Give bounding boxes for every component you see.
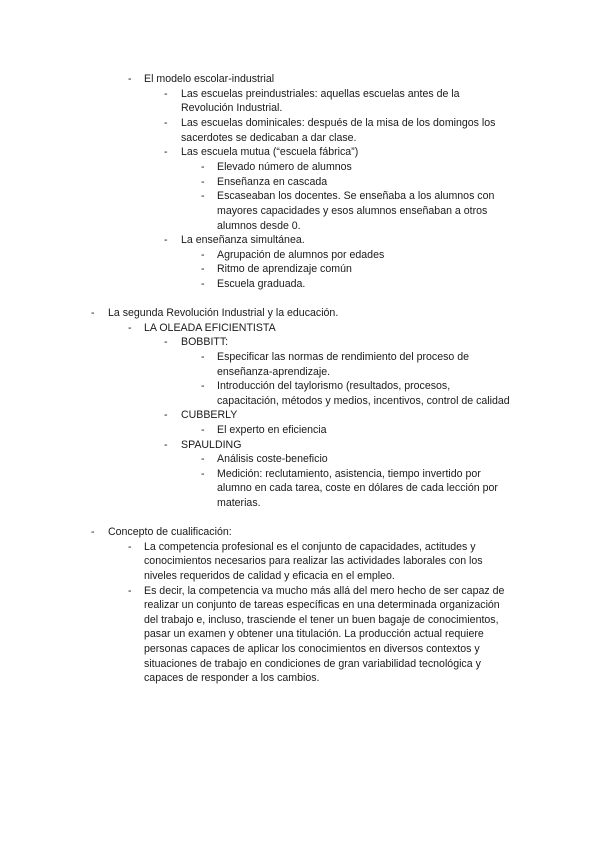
- bullet-dash: -: [201, 278, 205, 290]
- s3-p1-line2: conocimientos necesarios para realizar las actividades laborales con los: [144, 555, 483, 567]
- s2-title: La segunda Revolución Industrial y la educación.: [108, 307, 339, 319]
- s1-item4-b: Ritmo de aprendizaje común: [217, 263, 352, 275]
- s2-bobbitt-a-line2: enseñanza-aprendizaje.: [217, 366, 331, 378]
- bullet-dash: -: [164, 234, 168, 246]
- s1-item3-a: Elevado número de alumnos: [217, 161, 352, 173]
- s3-title: Concepto de cualificación:: [108, 526, 232, 538]
- s2-spaulding-b-line1: Medición: reclutamiento, asistencia, tiempo invertido por: [217, 468, 481, 480]
- bullet-dash: -: [164, 439, 168, 451]
- bullet-dash: -: [128, 585, 132, 597]
- s3-p2-line7: capaces de responder a los cambios.: [144, 672, 320, 684]
- bullet-dash: -: [201, 161, 205, 173]
- bullet-dash: -: [201, 249, 205, 261]
- bullet-dash: -: [201, 380, 205, 392]
- s1-item4-c: Escuela graduada.: [217, 278, 306, 290]
- s2-spaulding-b-line2: alumno en cada tarea, coste en dólares de cada lección por: [217, 482, 498, 494]
- s3-p1-line3: niveles requeridos de calidad y eficacia en el empleo.: [144, 570, 395, 582]
- bullet-dash: -: [201, 468, 205, 480]
- s3-p2-line3: del trabajo e, incluso, trasciende el tener un buen bagaje de conocimientos,: [144, 614, 499, 626]
- s1-item2-line1: Las escuelas dominicales: después de la misa de los domingos los: [181, 117, 496, 129]
- bullet-dash: -: [164, 336, 168, 348]
- s3-p2-line4: pasar un examen y obtener una titulación. La producción actual requiere: [144, 628, 484, 640]
- s2-bobbitt-b-line2: capacitación, métodos y medios, incentivos, control de calidad: [217, 395, 510, 407]
- s1-item3-c-line2: mayores capacidades y esos alumnos enseñaban a otros: [217, 205, 488, 217]
- s1-item1-line1: Las escuelas preindustriales: aquellas escuelas antes de la: [181, 88, 460, 100]
- bullet-dash: -: [164, 117, 168, 129]
- s3-p2-line2: realizar un conjunto de tareas específicas en una determinada organización: [144, 599, 500, 611]
- s3-p1-line1: La competencia profesional es el conjunto de capacidades, actitudes y: [144, 541, 476, 553]
- s3-p2-line1: Es decir, la competencia va mucho más allá del mero hecho de ser capaz de: [144, 585, 505, 597]
- s2-cubberly-name: CUBBERLY: [181, 409, 238, 421]
- s1-item4-title: La enseñanza simultánea.: [181, 234, 305, 246]
- s1-title: El modelo escolar-industrial: [144, 73, 275, 85]
- s1-item3-c-line3: alumnos desde 0.: [217, 220, 301, 232]
- s2-bobbitt-a-line1: Especificar las normas de rendimiento del proceso de: [217, 351, 470, 363]
- s2-bobbitt-b-line1: Introducción del taylorismo (resultados, procesos,: [217, 380, 451, 392]
- bullet-dash: -: [128, 322, 132, 334]
- bullet-dash: -: [201, 263, 205, 275]
- bullet-dash: -: [91, 526, 95, 538]
- s2-spaulding-b-line3: materias.: [217, 497, 261, 509]
- bullet-dash: -: [128, 73, 132, 85]
- s1-item1-line2: Revolución Industrial.: [181, 102, 283, 114]
- s2-bobbitt-name: BOBBITT:: [181, 336, 229, 348]
- bullet-dash: -: [91, 307, 95, 319]
- bullet-dash: -: [164, 146, 168, 158]
- s1-item3-title: Las escuela mutua (“escuela fábrica”): [181, 146, 359, 158]
- s2-cubberly-a: El experto en eficiencia: [217, 424, 327, 436]
- s2-spaulding-name: SPAULDING: [181, 439, 242, 451]
- s3-p2-line5: personas capaces de aplicar los conocimientos en diversos contextos y: [144, 643, 480, 655]
- bullet-dash: -: [201, 176, 205, 188]
- bullet-dash: -: [201, 424, 205, 436]
- s2-spaulding-a: Análisis coste-beneficio: [217, 453, 328, 465]
- bullet-dash: -: [201, 190, 205, 202]
- s1-item3-c-line1: Escaseaban los docentes. Se enseñaba a los alumnos con: [217, 190, 495, 202]
- bullet-dash: -: [201, 351, 205, 363]
- bullet-dash: -: [128, 541, 132, 553]
- s1-item2-line2: sacerdotes se dedicaban a dar clase.: [181, 132, 357, 144]
- bullet-dash: -: [164, 88, 168, 100]
- s1-item3-b: Enseñanza en cascada: [217, 176, 328, 188]
- s1-item4-a: Agrupación de alumnos por edades: [217, 249, 385, 261]
- bullet-dash: -: [201, 453, 205, 465]
- s3-p2-line6: situaciones de trabajo en condiciones de gran variabilidad tecnológica y: [144, 658, 481, 670]
- bullet-dash: -: [164, 409, 168, 421]
- s2-subtitle: LA OLEADA EFICIENTISTA: [144, 322, 276, 334]
